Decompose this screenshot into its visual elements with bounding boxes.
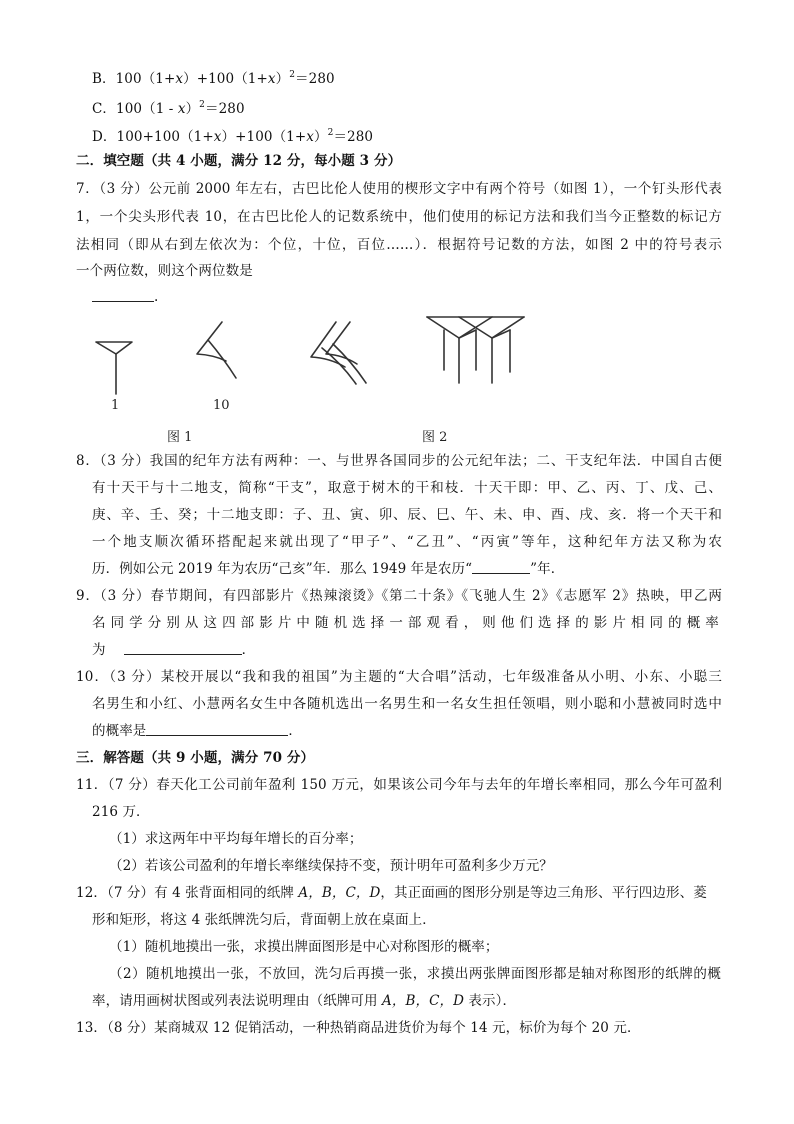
q12-sub-2-cont bbox=[92, 992, 720, 1010]
q11-sub-1: （1）求这两年中平均每年增长的百分率； bbox=[109, 831, 363, 847]
q9-line-2: 名同学分别从这四部影片中随机选择一部观看，则他们选择的影片相同的概率 bbox=[92, 615, 722, 631]
exponent: 2 bbox=[199, 100, 205, 110]
figure-1-caption: 图 1 bbox=[167, 430, 193, 445]
option-d-text: D．100+100（1+ bbox=[92, 129, 214, 145]
q7-line-3: 法相同（即从右到左依次为：个位，十位，百位……）．根据符号记数的方法，如图 2 中的符号表示 bbox=[76, 237, 722, 253]
q8-line-3: 庚、辛、壬、癸；十二地支即：子、丑、寅、卯、辰、巳、午、未、申、酉、戌、亥．将一个天干和 bbox=[92, 507, 722, 523]
equals-value: ＝280 bbox=[295, 71, 335, 87]
double-wedge-symbol bbox=[311, 322, 366, 384]
q12-line-1-text: 12．（7 分）有 4 张背面相同的纸牌 bbox=[76, 885, 299, 901]
option-d-mid: ）+100（1+ bbox=[221, 129, 307, 145]
wedge-symbol bbox=[197, 322, 236, 378]
q10-line-3 bbox=[92, 722, 720, 740]
q12-sub-2-text: 率，请用画树状图或列表法说明理由（纸牌可用 bbox=[92, 993, 382, 1009]
q12-sub-1: （1）随机地摸出一张，求摸出牌面图形是中心对称图形的概率； bbox=[109, 939, 499, 955]
equals-value: ＝280 bbox=[333, 129, 374, 145]
q12-line-2: 形和矩形，将这 4 张纸牌洗匀后，背面朝上放在桌面上． bbox=[92, 912, 436, 928]
paren: ） bbox=[275, 71, 290, 87]
q11-line-2: 216 万． bbox=[92, 804, 150, 820]
q7-line-4: 一个两位数，则这个两位数是 bbox=[76, 263, 253, 279]
card-variables: A，B，C，D bbox=[382, 993, 465, 1009]
equals-value: ＝280 bbox=[205, 101, 245, 117]
q10-line-1: 10．（3 分）某校开展以“我和我的祖国”为主题的“大合唱”活动，七年级准备从小明、小东、小聪三 bbox=[76, 669, 722, 685]
variable-x: x bbox=[213, 129, 222, 145]
figure-2-caption: 图 2 bbox=[422, 430, 448, 445]
exponent: 2 bbox=[327, 128, 334, 138]
q11-line-1: 11．（7 分）春天化工公司前年盈利 150 万元，如果该公司今年与去年的年增长率相同，那么今年可盈利 bbox=[76, 777, 722, 793]
option-b-text: B．100（1+ bbox=[92, 71, 176, 87]
q12-line-1 bbox=[76, 884, 722, 902]
option-c-text: C．100（1 - bbox=[92, 101, 178, 117]
card-variables: A，B，C，D bbox=[298, 885, 381, 901]
q8-line-1: 8．（3 分）我国的纪年方法有两种：一、与世界各国同步的公元纪年法；二、干支纪年法．中国自古便 bbox=[76, 453, 722, 469]
cuneiform-figure bbox=[0, 0, 794, 460]
q7-line-2: 1，一个尖头形代表 10，在古巴比伦人的记数系统中，他们使用的标记方法和我们当今正整数的标记方 bbox=[76, 209, 722, 225]
answer-blank bbox=[146, 723, 288, 736]
q10-line-2: 名男生和小红、小慧两名女生中各随机选出一名男生和一名女生担任领唱，则小聪和小慧被同时选中 bbox=[92, 696, 722, 712]
section-2-heading: 二．填空题（共 4 小题，满分 12 分，每小题 3 分） bbox=[76, 153, 402, 169]
exponent: 2 bbox=[289, 70, 296, 80]
q9-line-3-text: 为 bbox=[92, 642, 106, 658]
label-ten: 10 bbox=[213, 398, 230, 413]
triple-nail-symbol bbox=[427, 317, 524, 383]
q9-line-3 bbox=[92, 641, 720, 659]
label-one: 1 bbox=[111, 398, 120, 413]
answer-blank bbox=[472, 561, 530, 574]
section-3-heading: 三．解答题（共 9 小题，满分 70 分） bbox=[76, 750, 315, 766]
q11-sub-2: （2）若该公司盈利的年增长率继续保持不变，预计明年可盈利多少万元？ bbox=[109, 858, 553, 874]
q8-line-5 bbox=[92, 560, 720, 578]
period: ． bbox=[241, 642, 256, 658]
q12-sub-2: （2）随机地摸出一张，不放回，洗匀后再摸一张，求摸出两张牌面图形都是轴对称图形的纸牌的概 bbox=[109, 966, 721, 982]
q8-line-5-end: ”年． bbox=[530, 561, 565, 577]
option-b-mid: ）+100（1+ bbox=[183, 71, 268, 87]
variable-x: x bbox=[177, 101, 186, 117]
paren: ） bbox=[314, 129, 328, 145]
nail-symbol bbox=[96, 342, 132, 394]
q8-line-5-text: 历．例如公元 2019 年为农历“己亥”年．那么 1949 年是农历“ bbox=[92, 561, 473, 577]
q12-sub-2-end: 表示）． bbox=[464, 993, 517, 1009]
q10-line-3-text: 的概率是 bbox=[92, 723, 147, 739]
q8-line-4: 一个地支顺次循环搭配起来就出现了“甲子”、“乙丑”、“丙寅”等年，这种纪年方法又称为农 bbox=[92, 534, 722, 550]
q8-line-2: 有十天干与十二地支，简称“干支”，取意于树木的干和枝．十天干即：甲、乙、丙、丁、戊、己、 bbox=[92, 480, 722, 496]
q7-line-1: 7．（3 分）公元前 2000 年左右，古巴比伦人使用的楔形文字中有两个符号（如图 1），一个钉头形代表 bbox=[76, 181, 722, 197]
variable-x: x bbox=[267, 71, 276, 87]
answer-blank bbox=[124, 642, 242, 655]
variable-x: x bbox=[306, 129, 314, 145]
q13-line-1: 13．（8 分）某商城双 12 促销活动，一种热销商品进货价为每个 14 元，标价为每个 20 元． bbox=[76, 1020, 641, 1036]
variable-x: x bbox=[175, 71, 184, 87]
paren: ） bbox=[185, 101, 200, 117]
q9-line-1: 9．（3 分）春节期间，有四部影片《热辣滚烫》《第二十条》《飞驰人生 2》《志愿军 2》热映，甲乙两 bbox=[76, 588, 722, 604]
period: ． bbox=[288, 723, 303, 739]
period: . bbox=[154, 289, 159, 305]
q12-line-1-rest: ，其正面画的图形分别是等边三角形、平行四边形、菱 bbox=[380, 885, 707, 901]
